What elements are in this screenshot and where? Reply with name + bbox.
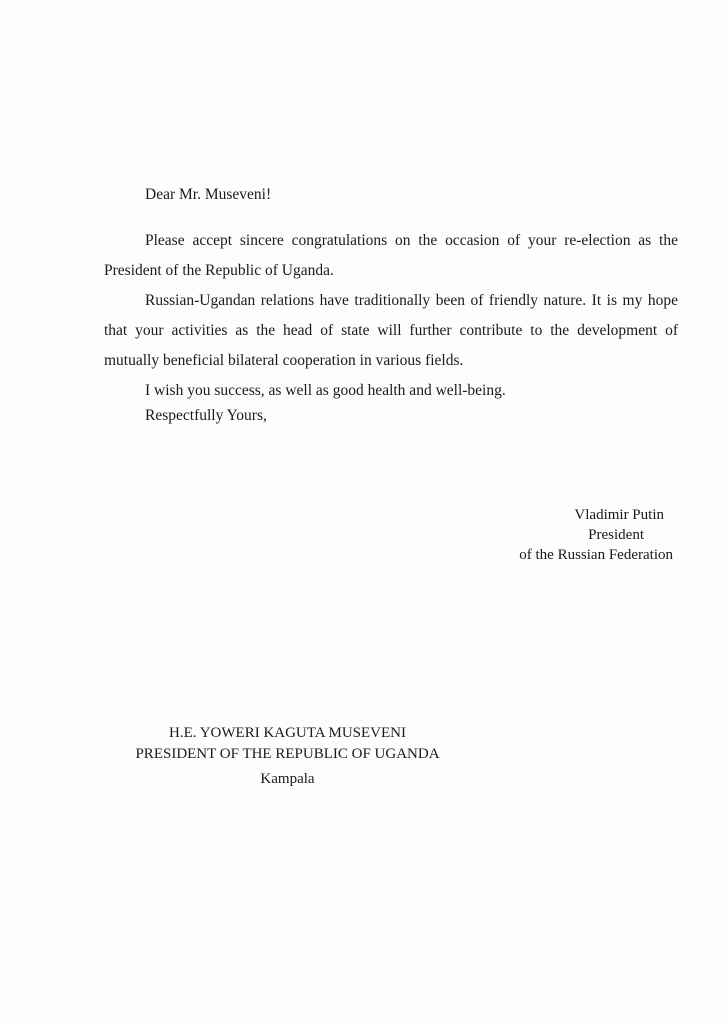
signatory-title: President — [588, 527, 644, 543]
salutation: Dear Mr. Museveni! — [145, 186, 272, 203]
addressee-city: Kampala — [260, 771, 315, 787]
paragraph-congratulations: Please accept sincere congratulations on the occasion of your re-election as the President of the Republic of Uganda. — [104, 232, 678, 279]
paragraph-wishes: I wish you success, as well as good health and well-being. — [145, 382, 506, 399]
signature-block — [473, 505, 673, 565]
paragraph-relations: Russian-Ugandan relations have traditionally been of friendly nature. It is my hope that your activities as the head of state will further contribute to the development of mutually beneficial bilateral cooperation in various fields. — [104, 292, 678, 369]
addressee-position: PRESIDENT OF THE REPUBLIC OF UGANDA — [135, 746, 440, 762]
letter-body — [104, 226, 678, 406]
signatory-organization: of the Russian Federation — [519, 547, 673, 563]
addressee-block — [110, 723, 465, 790]
signatory-name: Vladimir Putin — [574, 507, 664, 523]
closing: Respectfully Yours, — [145, 407, 267, 424]
addressee-name: H.E. YOWERI KAGUTA MUSEVENI — [169, 725, 406, 741]
